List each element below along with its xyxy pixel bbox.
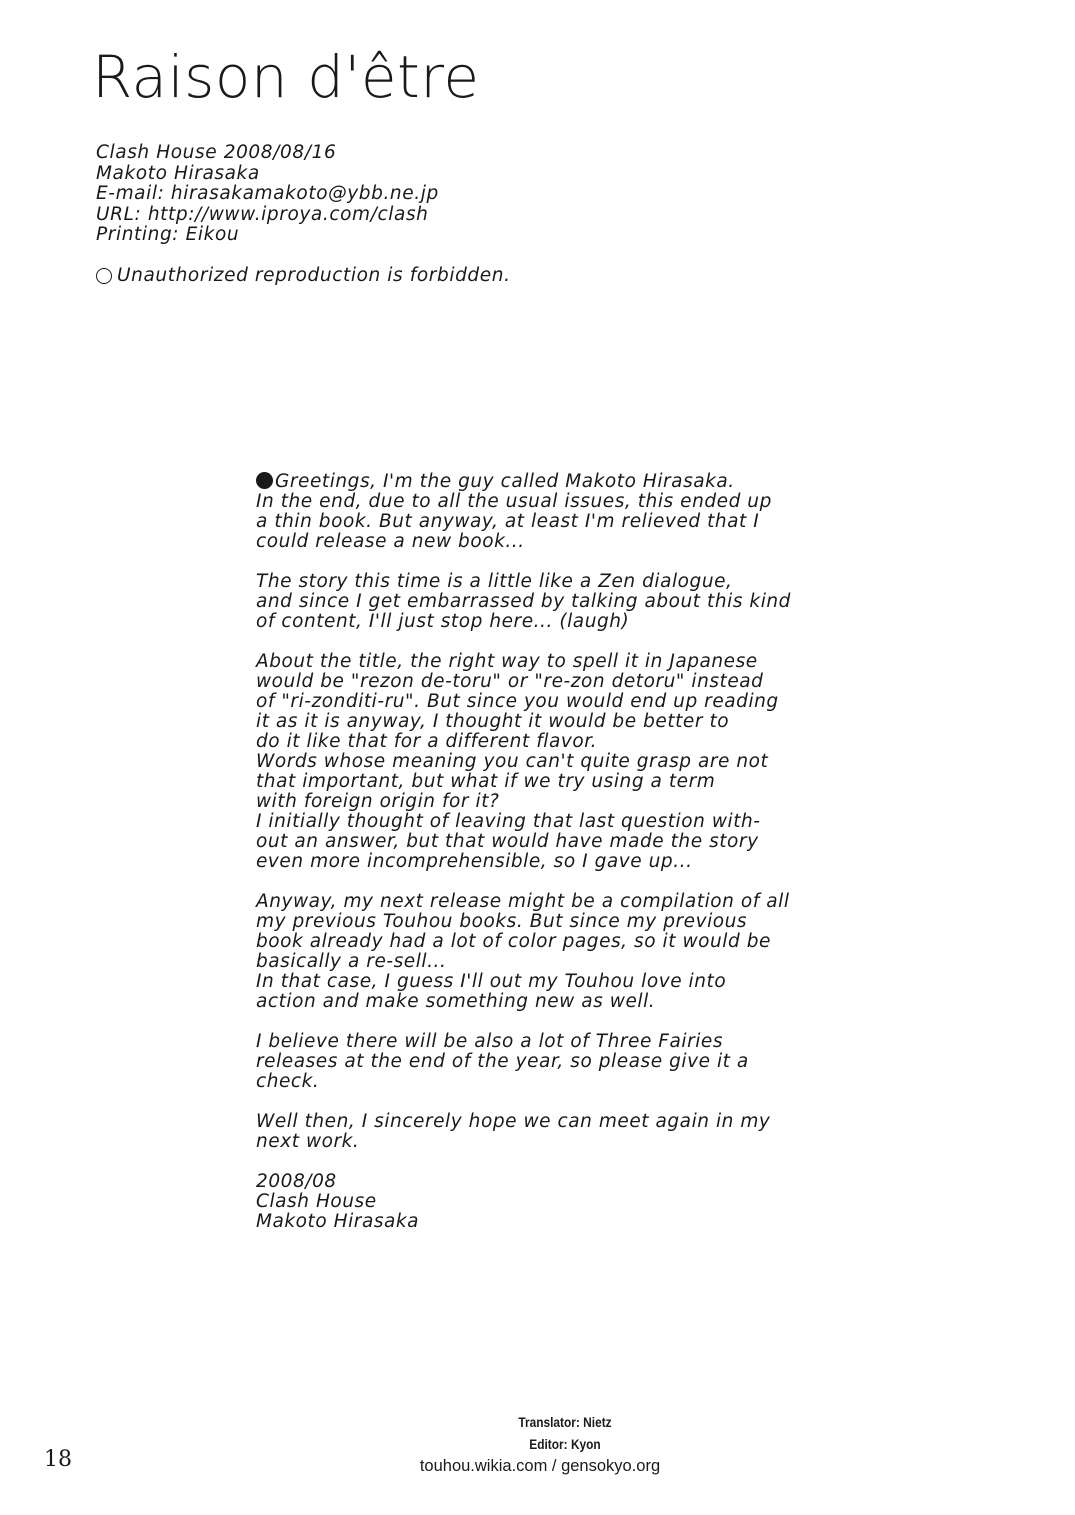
afterword-line: In that case, I guess I'll out my Touhou love into xyxy=(256,971,727,992)
paragraph-gap xyxy=(256,552,846,572)
afterword-line: About the title, the right way to spell it in Japanese xyxy=(256,651,758,672)
afterword-line: basically a re-sell... xyxy=(256,951,447,972)
page-title: Raison d'être xyxy=(92,43,480,111)
colophon-email: E-mail: hirasakamakoto@ybb.ne.jp xyxy=(96,183,439,204)
filled-circle-icon xyxy=(256,472,273,489)
afterword-line: do it like that for a different flavor. xyxy=(256,731,598,752)
paragraph-gap xyxy=(256,1092,846,1112)
afterword-line: In the end, due to all the usual issues, this ended up xyxy=(256,491,772,512)
afterword-line: of content, I'll just stop here... (laugh) xyxy=(256,611,630,632)
open-circle-icon xyxy=(96,268,112,284)
afterword xyxy=(256,472,846,1232)
afterword-line: could release a new book... xyxy=(256,531,525,552)
colophon-author: Makoto Hirasaka xyxy=(96,162,260,184)
afterword-line: book already had a lot of color pages, so it would be xyxy=(256,931,771,952)
colophon xyxy=(96,143,439,246)
afterword-line: out an answer, but that would have made the story xyxy=(256,831,759,852)
editor-credit: Editor: Kyon xyxy=(529,1436,601,1452)
afterword-line: would be "rezon de-toru" or "re-zon detoru" instead xyxy=(256,671,764,692)
afterword-line xyxy=(256,472,846,492)
afterword-line: The story this time is a little like a Zen dialogue, xyxy=(256,571,733,592)
afterword-line: Well then, I sincerely hope we can meet again in my xyxy=(256,1111,771,1132)
reproduction-notice xyxy=(96,265,511,287)
colophon-circle: Clash House 2008/08/16 xyxy=(96,142,337,163)
afterword-line: a thin book. But anyway, at least I'm relieved that I xyxy=(256,511,760,532)
paragraph-gap xyxy=(256,1152,846,1172)
afterword-line: action and make something new as well. xyxy=(256,991,656,1012)
signature-author: Makoto Hirasaka xyxy=(256,1211,420,1232)
afterword-line: Words whose meaning you can't quite grasp are not xyxy=(256,751,769,772)
afterword-line: even more incomprehensible, so I gave up... xyxy=(256,851,693,872)
afterword-line: check. xyxy=(256,1071,320,1092)
afterword-line: I initially thought of leaving that last question with- xyxy=(256,811,761,832)
afterword-line: my previous Touhou books. But since my previous xyxy=(256,911,748,932)
afterword-line-text: Greetings, I'm the guy called Makoto Hirasaka. xyxy=(275,471,735,492)
colophon-url: URL: http://www.iproya.com/clash xyxy=(96,203,429,225)
afterword-line: and since I get embarrassed by talking about this kind xyxy=(256,591,791,612)
paragraph-gap xyxy=(256,872,846,892)
colophon-printing: Printing: Eikou xyxy=(96,224,240,245)
afterword-line: Anyway, my next release might be a compilation of all xyxy=(256,891,790,912)
credit-sites: touhou.wikia.com / gensokyo.org xyxy=(419,1457,661,1475)
afterword-line: it as it is anyway, I thought it would be better to xyxy=(256,711,730,732)
paragraph-gap xyxy=(256,1012,846,1032)
afterword-line: next work. xyxy=(256,1131,360,1152)
afterword-line: releases at the end of the year, so please give it a xyxy=(256,1051,749,1072)
page-number: 18 xyxy=(44,1447,72,1472)
reproduction-notice-text: Unauthorized reproduction is forbidden. xyxy=(117,265,511,286)
signature-circle: Clash House xyxy=(256,1191,377,1212)
afterword-line: that important, but what if we try using a term xyxy=(256,771,716,792)
translation-credits xyxy=(380,1411,700,1477)
afterword-line: of "ri-zonditi-ru". But since you would end up reading xyxy=(256,691,779,712)
paragraph-gap xyxy=(256,632,846,652)
afterword-line: I believe there will be also a lot of Three Fairies xyxy=(256,1031,724,1052)
signature-date: 2008/08 xyxy=(256,1171,337,1192)
translator-credit: Translator: Nietz xyxy=(518,1414,612,1430)
afterword-line: with foreign origin for it? xyxy=(256,791,500,812)
